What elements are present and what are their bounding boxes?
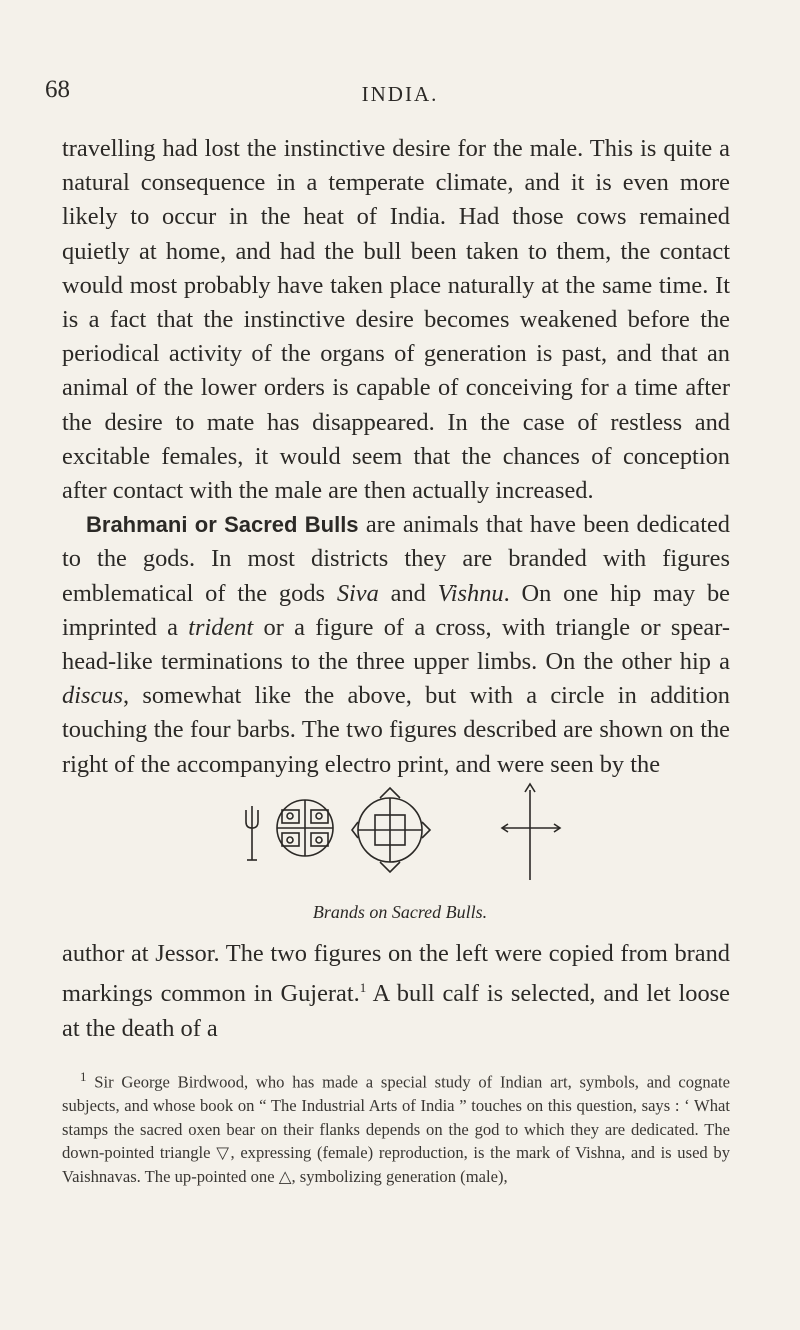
lead-term: Brahmani or Sacred Bulls [86, 512, 359, 538]
paragraph-1: travelling had lost the instinctive desire for the male. This is quite a natural consequence in a temperate climate, and it is even more likely to occur in the heat of India. Had those cows remained quietly at home, and had the bull been taken to them, the contact would most probably have taken place naturally at the same time. It is a fact that the instinctive desire becomes weakened before the periodical activity of the organs of generation is past, and that an animal of the lower orders is capable of conceiving for a time after the desire to mate has disappeared. In the case of restless and excitable females, it would seem that the chances of conception after contact with the male are then actually increased. [62, 135, 730, 505]
running-title: INDIA. [361, 82, 439, 106]
figure-caption: Brands on Sacred Bulls. [312, 902, 488, 922]
brands-figure [230, 780, 570, 900]
trident-brand-icon [246, 806, 258, 860]
main-text [62, 132, 730, 782]
discus-brand-icon [352, 788, 430, 872]
footnote [62, 1065, 730, 1189]
main-text-continued [62, 937, 730, 1046]
paragraph-2: Brahmani or Sacred Bulls are animals that have been dedicated to the gods. In most districts they are branded with figures emblematical of the gods Siva and Vishnu. On one hip may be imprinted a trident or a figure of a cross, with triangle or spear-head-like terminations to the three upper limbs. On the other hip a discus, somewhat like the above, but with a circle in addition touching the four barbs. The two figures described are shown on the right of the accompanying electro print, and were seen by the [62, 511, 731, 778]
paragraph-3: author at Jessor. The two figures on the left were copied from brand markings common in Gujerat.$^1$ A bull calf is selected, and let loose at the death of a [62, 940, 730, 1042]
spear-cross-brand-icon [502, 784, 560, 880]
gujerat-circle-brand-icon [277, 800, 333, 856]
footnote-reference: 1 [359, 980, 367, 996]
page-number: 68 [45, 76, 70, 103]
footnote-text: Sir George Birdwood, who has made a special study of Indian art, symbols, and cognate subjects, and whose book on “ The Industrial Arts of India ” touches on this question, says : ‘ What stamps the sacred oxen bear on their flanks depends on the god to which they are dedicated. The down-pointed triangle ▽, expressing (female) reproduction, is the mark of Vishna, and is used by Vaishnavas. The up-pointed one △, symbolizing generation (male), [62, 1072, 730, 1186]
footnote-marker: 1 [80, 1069, 87, 1084]
